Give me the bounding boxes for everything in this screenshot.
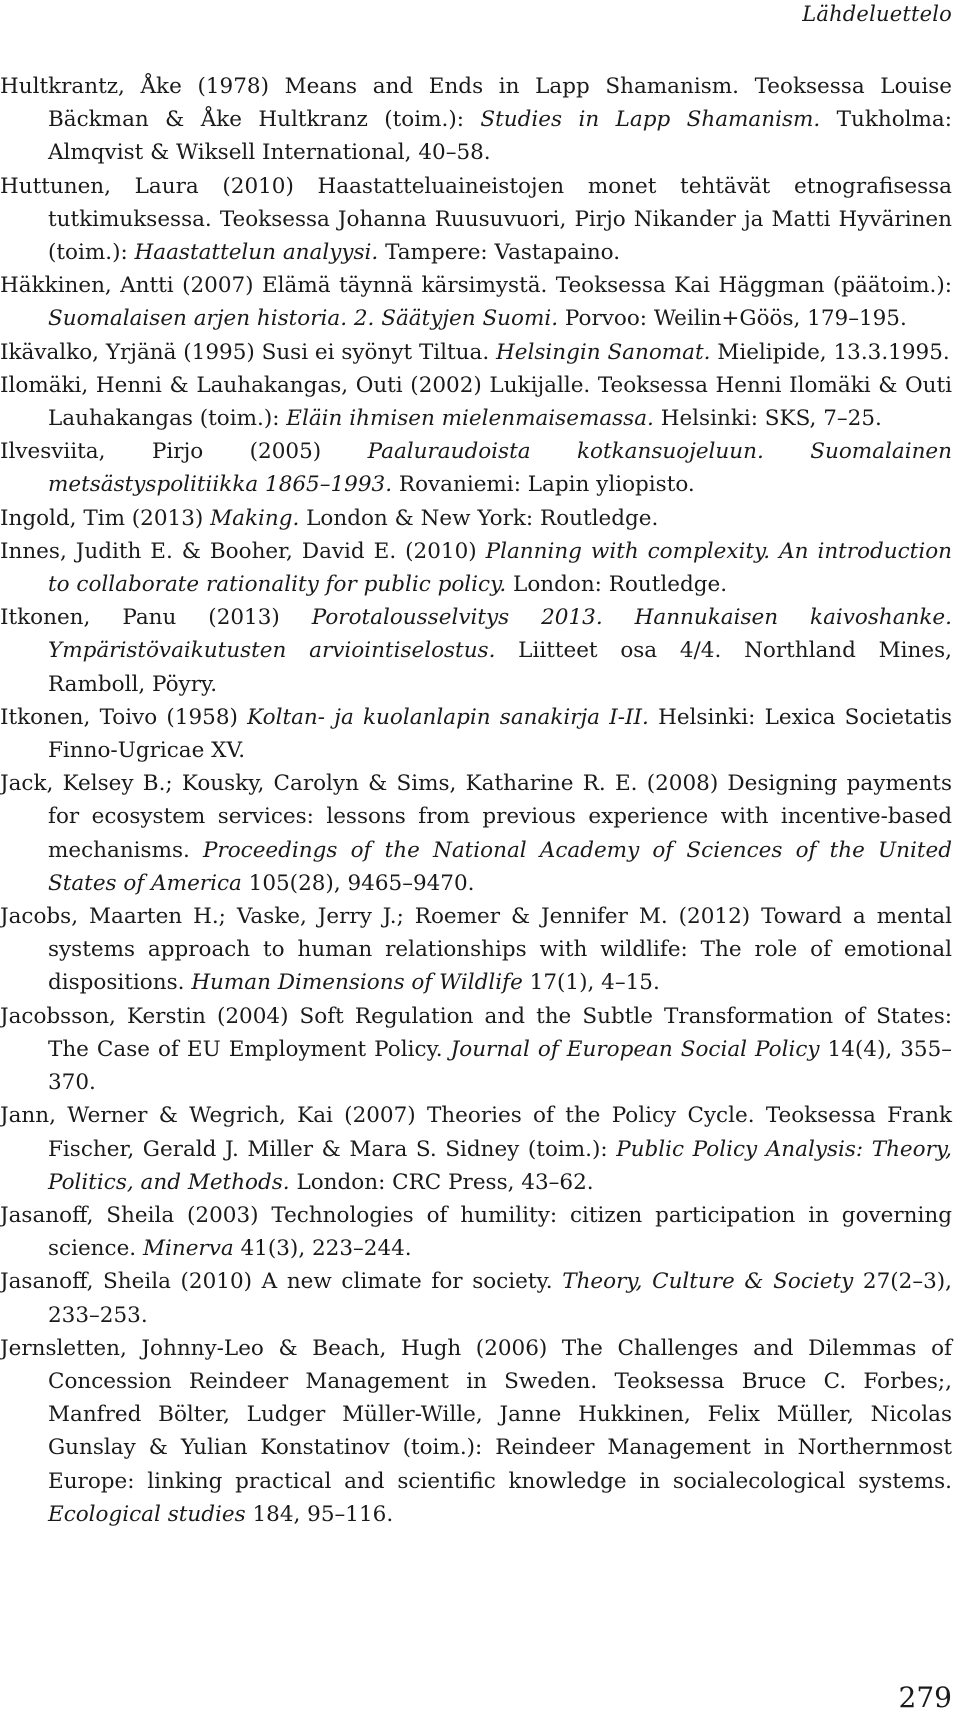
reference-segment: London: CRC Press, 43–62. [289,1169,594,1195]
reference-italic-segment: Proceedings of the National Academy of Sciences of the United States of America [48,837,952,896]
reference-entry [0,1199,952,1265]
reference-segment: 17(1), 4–15. [522,970,660,996]
reference-entry [0,170,952,270]
reference-segment: Ilvesviita, Pirjo (2005) [0,439,368,465]
reference-segment: Hultkrantz, Åke (1978) Means and Ends in Lapp Shamanism. Teoksessa Louise Bäckman & Åke Hultkranz (toim.): [0,74,952,133]
reference-segment: Helsinki: SKS, 7–25. [653,406,882,432]
reference-segment: 27(2–3), 233–253. [48,1269,952,1328]
reference-segment: 184, 95–116. [245,1501,394,1527]
reference-segment: Innes, Judith E. & Booher, David E. (2010) [0,538,486,564]
reference-segment: Jack, Kelsey B.; Kousky, Carolyn & Sims, Katharine R. E. (2008) Designing payments for ecosystem services: lessons from previous experience with incentive-based mechanisms. [0,771,952,863]
reference-italic-segment: Minerva [142,1236,234,1262]
reference-segment: Itkonen, Toivo (1958) [0,704,248,730]
reference-segment: Mielipide, 13.3.1995. [710,339,950,365]
reference-italic-segment: Suomalaisen arjen historia. 2. Säätyjen Suomi. [48,306,559,332]
reference-entry [0,1000,952,1100]
reference-segment: Liitteet osa 4/4. Northland Mines, Ramboll, Pöyry. [48,638,952,697]
reference-italic-segment: Theory, Culture & Society [562,1269,854,1295]
reference-italic-segment: Ecological studies [48,1501,246,1527]
reference-entry [0,336,952,369]
reference-italic-segment: Paaluraudoista kotkansuojeluun. Suomalainen metsästyspolitiikka 1865–1993. [48,439,952,498]
reference-segment: 105(28), 9465–9470. [241,870,475,896]
reference-entry [0,502,952,535]
reference-list [0,70,952,1531]
reference-segment: Itkonen, Panu (2013) [0,605,312,631]
reference-segment: London & New York: Routledge. [299,505,659,531]
reference-italic-segment: Haastattelun analyysi. [134,240,379,266]
reference-entry [0,1265,952,1331]
reference-entry [0,70,952,170]
reference-italic-segment: Human Dimensions of Wildlife [191,970,523,996]
reference-entry [0,369,952,435]
reference-segment: Ingold, Tim (2013) [0,505,211,531]
reference-segment: Jacobsson, Kerstin (2004) Soft Regulation and the Subtle Transformation of States: The Case of EU Employment Policy. [0,1003,952,1062]
reference-entry [0,535,952,601]
reference-italic-segment: Helsingin Sanomat. [496,339,711,365]
reference-segment: 14(4), 355–370. [48,1036,953,1096]
reference-segment: London: Routledge. [506,572,728,598]
reference-italic-segment: Planning with complexity. An introduction to collaborate rationality for public policy. [48,538,952,598]
reference-segment: Porvoo: Weilin+Göös, 179–195. [558,306,907,332]
reference-segment: Ilomäki, Henni & Lauhakangas, Outi (2002) Lukijalle. Teoksessa Henni Ilomäki & Outi Lauhakangas (toim.): [0,372,952,432]
reference-entry [0,601,952,701]
reference-entry [0,1332,952,1531]
reference-entry [0,1099,952,1199]
page-number: 279 [898,1681,952,1714]
reference-entry [0,435,952,501]
reference-entry [0,767,952,900]
reference-entry [0,269,952,335]
reference-segment: Jasanoff, Sheila (2003) Technologies of humility: citizen participation in governing science. [0,1202,952,1262]
reference-segment: Ikävalko, Yrjänä (1995) Susi ei syönyt Tiltua. [0,339,497,365]
reference-segment: Tampere: Vastapaino. [378,240,621,266]
reference-segment: Jasanoff, Sheila (2010) A new climate for society. [0,1269,563,1295]
reference-segment: Helsinki: Lexica Societatis Finno-Ugricae XV. [48,704,953,764]
reference-segment: 41(3), 223–244. [233,1236,412,1262]
reference-italic-segment: Koltan- ja kuolanlapin sanakirja I-II. [247,704,649,730]
reference-italic-segment: Porotalousselvitys 2013. Hannukaisen kaivoshanke. Ympäristövaikutusten arviointiselostus. [48,605,952,664]
reference-entry [0,701,952,767]
running-head: Lähdeluettelo [802,2,952,26]
reference-segment: Häkkinen, Antti (2007) Elämä täynnä kärsimystä. Teoksessa Kai Häggman (päätoim.): [0,273,952,299]
reference-italic-segment: Studies in Lapp Shamanism. [480,107,821,133]
reference-italic-segment: Public Policy Analysis: Theory, Politics, and Methods. [48,1136,952,1195]
reference-italic-segment: Eläin ihmisen mielenmaisemassa. [286,406,654,432]
reference-segment: Jacobs, Maarten H.; Vaske, Jerry J.; Roemer & Jennifer M. (2012) Toward a mental systems approach to human relationships with wildlife: The role of emotional dispositions. [0,904,952,996]
reference-segment: Rovaniemi: Lapin yliopisto. [392,472,695,498]
reference-entry [0,900,952,1000]
reference-segment: Jann, Werner & Wegrich, Kai (2007) Theories of the Policy Cycle. Teoksessa Frank Fischer, Gerald J. Miller & Mara S. Sidney (toim.): [0,1103,952,1162]
reference-italic-segment: Making. [210,505,300,531]
reference-segment: Jernsletten, Johnny-Leo & Beach, Hugh (2006) The Challenges and Dilemmas of Concession Reindeer Management in Sweden. Teoksessa Bruce C. Forbes;, Manfred Bölter, Ludger Müller-Wille, Janne Hukkinen, Felix Müller, Nicolas Gunslay & Yulian Konstatinov (toim.): Reindeer Management in Northernmost Europe: linking practical and scientific knowledge in socialecological systems. [0,1335,952,1494]
reference-segment: Huttunen, Laura (2010) Haastatteluaineistojen monet tehtävät etnografisessa tutkimuksessa. Teoksessa Johanna Ruusuvuori, Pirjo Nikander ja Matti Hyvärinen (toim.): [0,173,952,266]
reference-italic-segment: Journal of European Social Policy [450,1036,820,1062]
reference-segment: Tukholma: Almqvist & Wiksell International, 40–58. [48,107,952,166]
